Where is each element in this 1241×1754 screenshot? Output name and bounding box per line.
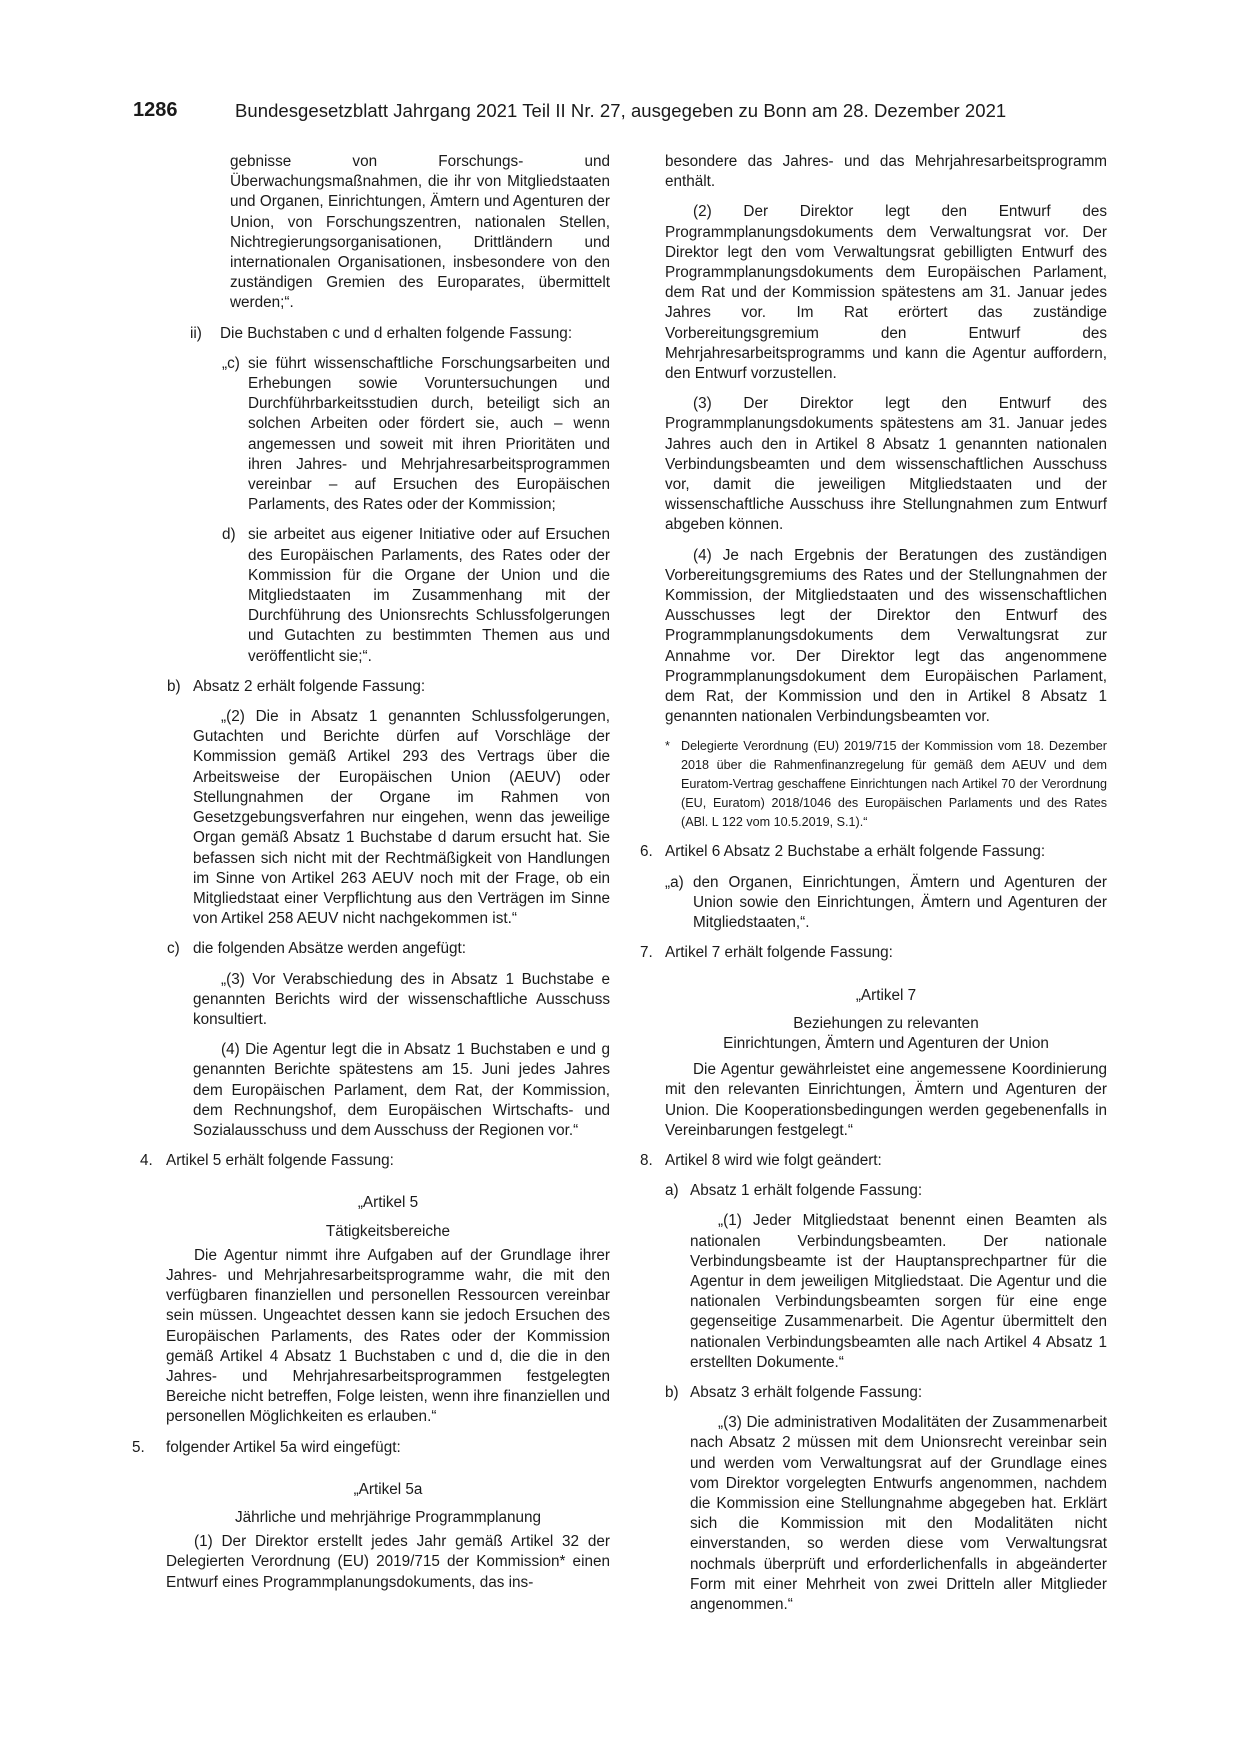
list-text: den Organen, Einrichtungen, Ämtern und Agenturen der Union sowie den Einrichtungen, Ämtern und Agenturen der Mitgliedstaaten,“. [693,873,1107,932]
list-item-c2 [130,939,610,959]
list-text: folgender Artikel 5a wird eingefügt: [166,1438,401,1456]
list-text: Absatz 3 erhält folgende Fassung: [690,1383,923,1401]
list-text: Artikel 8 wird wie folgt geändert: [665,1151,882,1169]
list-label: „c) [222,354,240,372]
list-label: a) [665,1182,679,1200]
list-label: 4. [140,1152,153,1170]
list-item-8b [640,1383,1107,1403]
list-label: 5. [132,1438,145,1456]
article-title: Tätigkeitsbereiche [325,1222,451,1240]
footnote-text: Delegierte Verordnung (EU) 2019/715 der Kommission vom 18. Dezember 2018 über die Rahmenfinanzregelung für gemäß dem AEUV und dem Euratom-Vertrag geschaffene Einrichtungen nach Artikel 70 der Verordnung (EU, Euratom) 2018/1046 des Europäischen Parlaments und des Rates (ABl. L 122 vom 10.5.2019, S.1).“ [681,739,1107,830]
right-column [640,152,1107,1615]
article-paragraph: Die Agentur nimmt ihre Aufgaben auf der Grundlage ihrer Jahres- und Mehrjahresarbeitsprogramme wahr, die mit den verfügbaren finanziellen und personellen Ressourcen vereinbar sein müssen. Ungeachtet dessen kann sie jedoch Ersuchen des Europäischen Parlaments, des Rates oder der Kommission gemäß Artikel 4 Absatz 1 Buchstaben c und d, die die in den Jahres- und Mehrjahresarbeitsprogrammen festgelegten Bereiche nicht betreffen, Folge leisten, wenn ihre finanziellen und personellen Möglichkeiten es erlauben.“ [166,1246,610,1426]
list-text: Artikel 5 erhält folgende Fassung: [166,1152,394,1170]
list-item-d [130,525,610,666]
list-text: Artikel 6 Absatz 2 Buchstabe a erhält folgende Fassung: [665,843,1046,861]
article-paragraph: (2) Der Direktor legt den Entwurf des Programmplanungsdokuments dem Verwaltungsrat vor. Der Direktor legt den vom Verwaltungsrat gebilligten Entwurf des Programmplanungsdokuments dem Europäischen Parlament, dem Rat und der Kommission spätestens am 31. Januar jedes Jahres vor. Im Rat erörtert das zuständige Vorbereitungsgremium den Entwurf des Mehrjahresarbeitsprogramms und kann die Agentur auffordern, den Entwurf vorzustellen. [665,203,1107,383]
quoted-paragraph: „(3) Vor Verabschiedung des in Absatz 1 Buchstabe e genannten Berichts wird der wissenschaftliche Ausschuss konsultiert. [193,970,610,1028]
list-label: 6. [640,843,653,861]
article-paragraph: Die Agentur gewährleistet eine angemessene Koordinierung mit den relevanten Einrichtungen, Ämtern und Agenturen der Union. Die Kooperationsbedingungen werden gegebenenfalls in Vereinbarungen festgelegt.“ [665,1061,1107,1139]
list-item-6a [640,873,1107,934]
list-text: die folgenden Absätze werden angefügt: [193,940,467,958]
list-item-c [130,354,610,516]
quoted-paragraph: (4) Die Agentur legt die in Absatz 1 Buchstaben e und g genannten Berichte spätestens am 15. Juni jedes Jahres dem Europäischen Parlament, dem Rat, der Kommission, dem Rechnungshof, dem Europäischen Wirtschafts- und Sozialausschuss und dem Ausschuss der Regionen vor.“ [193,1041,610,1139]
list-label: b) [167,677,181,695]
list-label: d) [222,526,236,544]
list-item-ii [130,324,610,344]
list-label: b) [665,1383,679,1401]
quoted-paragraph: „(1) Jeder Mitgliedstaat benennt einen Beamten als nationalen Verbindungsbeamten. Der nationale Verbindungsbeamte ist der Hauptansprechpartner für die Agentur in dem jeweiligen Mitgliedstaat. Die Agentur und die nationalen Verbindungsbeamten sorgen für eine enge gegenseitige Zusammenarbeit. Die Agentur übermittelt den nationalen Verbindungsbeamten alle nach Artikel 4 Absatz 1 erstellten Dokumente.“ [690,1212,1107,1371]
list-item-b [130,677,610,697]
list-text: Absatz 1 erhält folgende Fassung: [690,1182,923,1200]
page-header-title: Bundesgesetzblatt Jahrgang 2021 Teil II Nr. 27, ausgegeben zu Bonn am 28. Dezember 2021 [235,100,1007,121]
list-text: Absatz 2 erhält folgende Fassung: [193,677,426,695]
list-text: Die Buchstaben c und d erhalten folgende Fassung: [220,324,573,342]
left-column [130,152,610,1593]
list-item-7 [640,943,1107,963]
continued-paragraph: besondere das Jahres- und das Mehrjahresarbeitsprogramm enthält. [665,153,1107,191]
article-title: Einrichtungen, Ämtern und Agenturen der Union [723,1034,1049,1052]
list-item-5 [130,1438,610,1458]
list-label: ii) [190,324,202,342]
list-label: c) [167,940,180,958]
list-label: 7. [640,944,653,962]
quoted-paragraph: „(2) Die in Absatz 1 genannten Schlussfolgerungen, Gutachten und Berichte dürfen auf Vorschläge der Kommission gemäß Artikel 293 des Vertrags über die Arbeitsweise der Europäischen Union (AEUV) oder Stellungnahmen der Organe im Rahmen von Gesetzgebungsverfahren nur eingehen, wenn das jeweilige Organ gemäß Absatz 1 Buchstabe d darum ersucht hat. Sie befassen sich nicht mit der Rechtmäßigkeit von Handlungen im Sinne von Artikel 263 AEUV noch mit der Frage, ob ein Mitgliedstaat einer Verpflichtung aus den Verträgen im Sinne von Artikel 258 AEUV nicht nachgekommen ist.“ [193,708,610,928]
article-paragraph: (4) Je nach Ergebnis der Beratungen des zuständigen Vorbereitungsgremiums des Rates und der Stellungnahmen der Kommission, der Mitgliedstaaten und des wissenschaftlichen Ausschusses legt der Direktor den Entwurf des Programmplanungsdokuments dem Verwaltungsrat zur Annahme vor. Der Direktor legt das angenommene Programmplanungsdokument dem Europäischen Parlament, dem Rat, der Kommission und den in Artikel 8 Absatz 1 genannten nationalen Verbindungsbeamten vor. [665,546,1107,726]
continued-paragraph: gebnisse von Forschungs- und Überwachungsmaßnahmen, die ihr von Mitgliedstaaten und Organen, Einrichtungen, Ämtern und Agenturen der Union, von Forschungszentren, nationalen Stellen, Nichtregierungsorganisationen, Drittländern und internationalen Organisationen, insbesondere von den zuständigen Gremien des Europarates, übermittelt werden;“. [230,153,610,312]
article-paragraph: (1) Der Direktor erstellt jedes Jahr gemäß Artikel 32 der Delegierten Verordnung (EU) 2019/715 der Kommission* einen Entwurf eines Programmplanungsdokuments, das ins- [166,1533,610,1591]
article-paragraph: (3) Der Direktor legt den Entwurf des Programmplanungsdokuments spätestens am 31. Januar jedes Jahres auch den in Artikel 8 Absatz 1 genannten nationalen Verbindungsbeamten und dem wissenschaftlichen Ausschuss vor, damit die jeweiligen Mitgliedstaaten und der wissenschaftliche Ausschuss ihre Stellungnahmen zum Entwurf abgeben können. [665,395,1107,534]
article-heading: „Artikel 5a [353,1480,423,1498]
article-title: Jährliche und mehrjährige Programmplanung [234,1508,542,1526]
list-item-8 [640,1151,1107,1171]
footnote [640,737,1107,832]
article-heading: „Artikel 7 [855,986,917,1004]
article-heading: „Artikel 5 [357,1194,419,1212]
quoted-paragraph: „(3) Die administrativen Modalitäten der Zusammenarbeit nach Absatz 2 müssen mit dem Unionsrecht vereinbar sein und werden vom Verwaltungsrat auf der Grundlage eines vom Direktor vorgelegten Entwurfs angenommen, nachdem die Kommission eine Stellungnahme abgegeben hat. Erklärt sich die Kommission mit den Modalitäten nicht einverstanden, so werden diese vom Verwaltungsrat nochmals überprüft und erforderlichenfalls in abgeänderter Form mit einer Mehrheit von zwei Dritteln aller Mitglieder angenommen.“ [690,1414,1107,1613]
page-number: 1286 [133,99,178,121]
list-item-4 [130,1151,610,1171]
list-item-6 [640,842,1107,862]
article-title: Beziehungen zu relevanten [793,1014,979,1032]
list-label: 8. [640,1151,653,1169]
list-item-8a [640,1181,1107,1201]
footnote-mark: * [665,739,670,754]
list-text: sie arbeitet aus eigener Initiative oder auf Ersuchen des Europäischen Parlaments, des Rates oder der Kommission für die Organe der Union und die Mitgliedstaaten im Zusammenhang mit der Durchführung des Unionsrechts Schlussfolgerungen und Gutachten zu bestimmten Themen aus und veröffentlicht sie;“. [248,526,610,665]
list-text: Artikel 7 erhält folgende Fassung: [665,944,893,962]
list-label: „a) [665,873,684,891]
list-text: sie führt wissenschaftliche Forschungsarbeiten und Erhebungen sowie Voruntersuchungen und Durchführbarkeitsstudien durch, beteiligt sich an solchen Arbeiten oder fördert sie, auch – wenn angemessen und soweit mit ihren Prioritäten und ihren Jahres- und Mehrjahresarbeitsprogrammen vereinbar – auf Ersuchen des Europäischen Parlaments, des Rates oder der Kommission; [248,354,610,514]
